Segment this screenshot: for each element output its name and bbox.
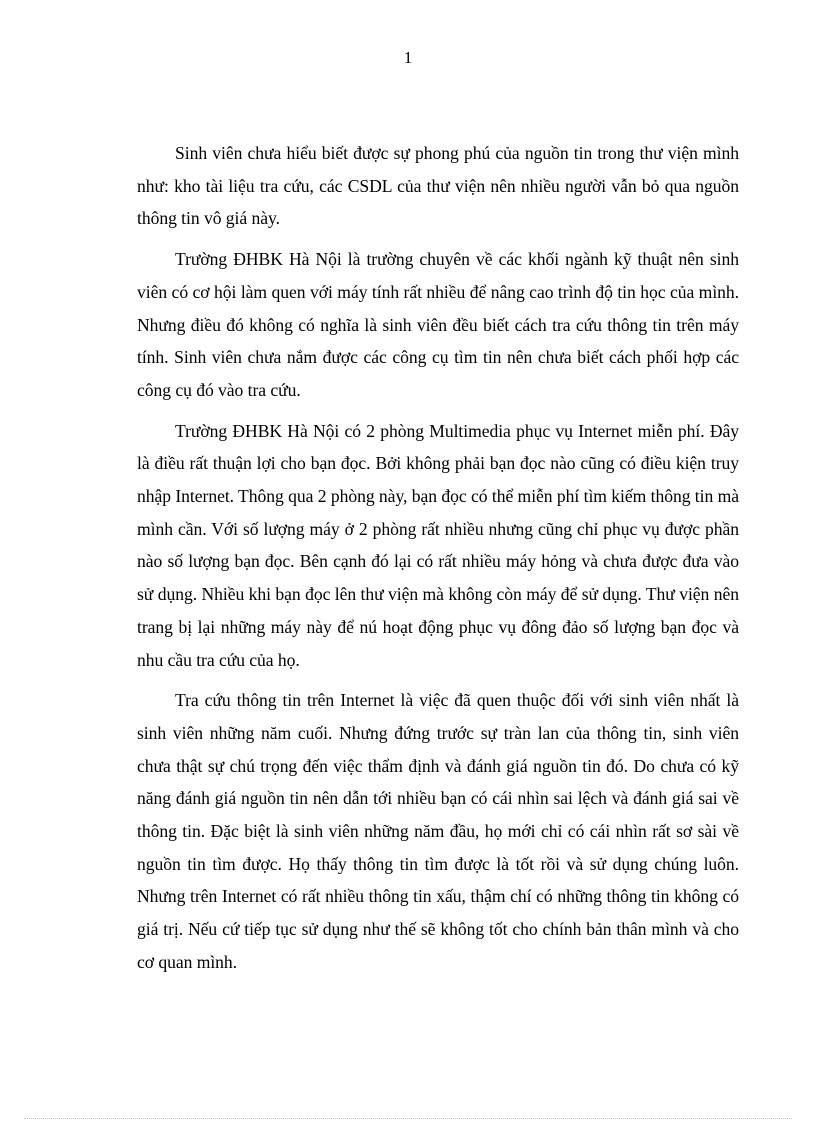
paragraph-4: Tra cứu thông tin trên Internet là việc đã quen thuộc đối với sinh viên nhất là sinh viên những năm cuối. Nhưng đứng trước sự tràn lan của thông tin, sinh viên chưa thật sự chú trọng đến việc thẩm định và đánh giá nguồn tin đó. Do chưa có kỹ năng đánh giá nguồn tin nên dẫn tới nhiều bạn có cái nhìn sai lệch và đánh giá sai về thông tin. Đặc biệt là sinh viên những năm đầu, họ mới chỉ có cái nhìn rất sơ sài về nguồn tin tìm được. Họ thấy thông tin tìm được là tốt rồi và sử dụng chúng luôn. Nhưng trên Internet có rất nhiều thông tin xấu, thậm chí có những thông tin không có giá trị. Nếu cứ tiếp tục sử dụng như thế sẽ không tốt cho chính bản thân mình và cho cơ quan mình. [137, 690, 739, 972]
page-bottom-rule [24, 1118, 792, 1119]
paragraph-3: Trường ĐHBK Hà Nội có 2 phòng Multimedia phục vụ Internet miễn phí. Đây là điều rất thuận lợi cho bạn đọc. Bởi không phải bạn đọc nào cũng có điều kiện truy nhập Internet. Thông qua 2 phòng này, bạn đọc có thể miễn phí tìm kiếm thông tin mà mình cần. Với số lượng máy ở 2 phòng rất nhiều nhưng cũng chỉ phục vụ được phần nào số lượng bạn đọc. Bên cạnh đó lại có rất nhiều máy hỏng và chưa được đưa vào sử dụng. Nhiều khi bạn đọc lên thư viện mà không còn máy để sử dụng. Thư viện nên trang bị lại những máy này để nú hoạt động phục vụ đông đảo số lượng bạn đọc và nhu cầu tra cứu của họ. [137, 420, 739, 670]
page-number: 1 [403, 48, 413, 67]
document-body [137, 137, 739, 987]
paragraph-1: Sinh viên chưa hiểu biết được sự phong phú của nguồn tin trong thư viện mình như: kho tài liệu tra cứu, các CSDL của thư viện nên nhiều người vẫn bỏ qua nguồn thông tin vô giá này. [137, 143, 739, 229]
paragraph-2: Trường ĐHBK Hà Nội là trường chuyên về các khối ngành kỹ thuật nên sinh viên có cơ hội làm quen với máy tính rất nhiều để nâng cao trình độ tin học của mình. Nhưng điều đó không có nghĩa là sinh viên đều biết cách tra cứu thông tin trên máy tính. Sinh viên chưa nắm được các công cụ tìm tin nên chưa biết cách phối hợp các công cụ đó vào tra cứu. [137, 249, 739, 400]
